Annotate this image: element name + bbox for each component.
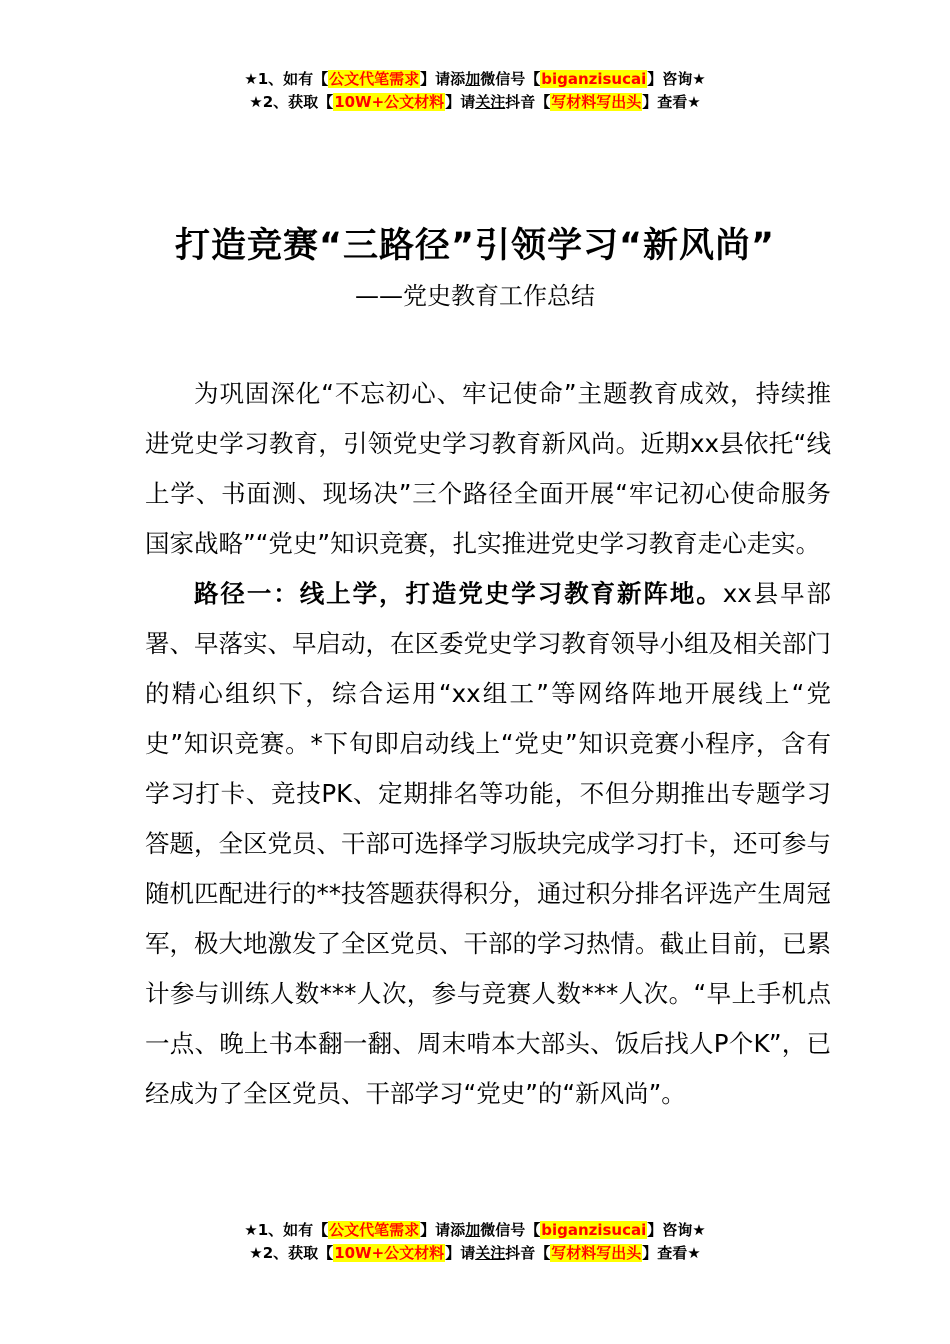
banner-text: 】请 (445, 1244, 476, 1262)
banner-underline: 加 (465, 1221, 481, 1239)
banner-line-2 (0, 1242, 950, 1265)
document-title: 打造竞赛“三路径”引领学习“新风尚” (174, 226, 775, 266)
banner-text: 】请添 (420, 1221, 466, 1239)
header-banner (0, 68, 950, 114)
banner-text: ★2、获取【 (249, 1244, 334, 1262)
banner-text: 抖音【 (505, 1244, 551, 1262)
banner-highlight: biganzisucai (541, 70, 647, 88)
banner-line-2 (0, 91, 950, 114)
footer-banner (0, 1219, 950, 1265)
banner-text: 】咨询★ (647, 70, 706, 88)
paragraph-text: xx县早部署、早落实、早启动，在区委党史学习教育领导小组及相关部门的精心组织下，综合运用“xx组工”等网络阵地开展线上“党史”知识竞赛。*下旬即启动线上“党史”知识竞赛小程序，含有学习打卡、竞技PK、定期排名等功能，不但分期推出专题学习答题，全区党员、干部可选择学习版块完成学习打卡，还可参与随机匹配进行的**技答题获得积分，通过积分排名评选产生周冠军，极大地激发了全区党员、干部的学习热情。截止目前，已累计参与训练人数***人次，参与竞赛人数***人次。“早上手机点一点、晚上书本翻一翻、周末啃本大部头、饭后找人P个K”，已经成为了全区党员、干部学习“党史”的“新风尚”。 (145, 579, 832, 1108)
banner-text: 】请 (445, 93, 476, 111)
banner-highlight: 写材料写出头 (551, 1244, 642, 1262)
banner-underline: 关注 (475, 1244, 506, 1262)
banner-highlight: 写材料写出头 (551, 93, 642, 111)
banner-text: 微信号【 (480, 1221, 541, 1239)
banner-highlight: 公文代笔需求 (329, 1221, 420, 1239)
banner-text: ★1、如有【 (244, 1221, 329, 1239)
banner-underline: 加 (465, 70, 481, 88)
banner-highlight: 10W+公文材料 (334, 1244, 445, 1262)
banner-highlight: biganzisucai (541, 1221, 647, 1239)
banner-text: ★1、如有【 (244, 70, 329, 88)
banner-text: 微信号【 (480, 70, 541, 88)
paragraph-intro (145, 369, 831, 569)
paragraph-text: 为巩固深化“不忘初心、牢记使命”主题教育成效，持续推进党史学习教育，引领党史学习教育新风尚。近期xx县依托“线上学、书面测、现场决”三个路径全面开展“牢记初心使命服务国家战略”“党史”知识竞赛，扎实推进党史学习教育走心走实。 (145, 379, 831, 558)
banner-underline: 关注 (475, 93, 506, 111)
banner-line-1 (0, 68, 950, 91)
banner-text: 抖音【 (505, 93, 551, 111)
banner-text: 】咨询★ (647, 1221, 706, 1239)
banner-text: 】查看★ (642, 93, 701, 111)
paragraph-path-one (145, 569, 831, 1119)
banner-highlight: 公文代笔需求 (329, 70, 420, 88)
banner-highlight: 10W+公文材料 (334, 93, 445, 111)
banner-text: 】查看★ (642, 1244, 701, 1262)
document-body (145, 369, 831, 1119)
banner-line-1 (0, 1219, 950, 1242)
banner-text: ★2、获取【 (249, 93, 334, 111)
document-subtitle: ——党史教育工作总结 (355, 282, 595, 310)
banner-text: 】请添 (420, 70, 466, 88)
paragraph-lead: 路径一：线上学，打造党史学习教育新阵地。 (194, 579, 723, 608)
